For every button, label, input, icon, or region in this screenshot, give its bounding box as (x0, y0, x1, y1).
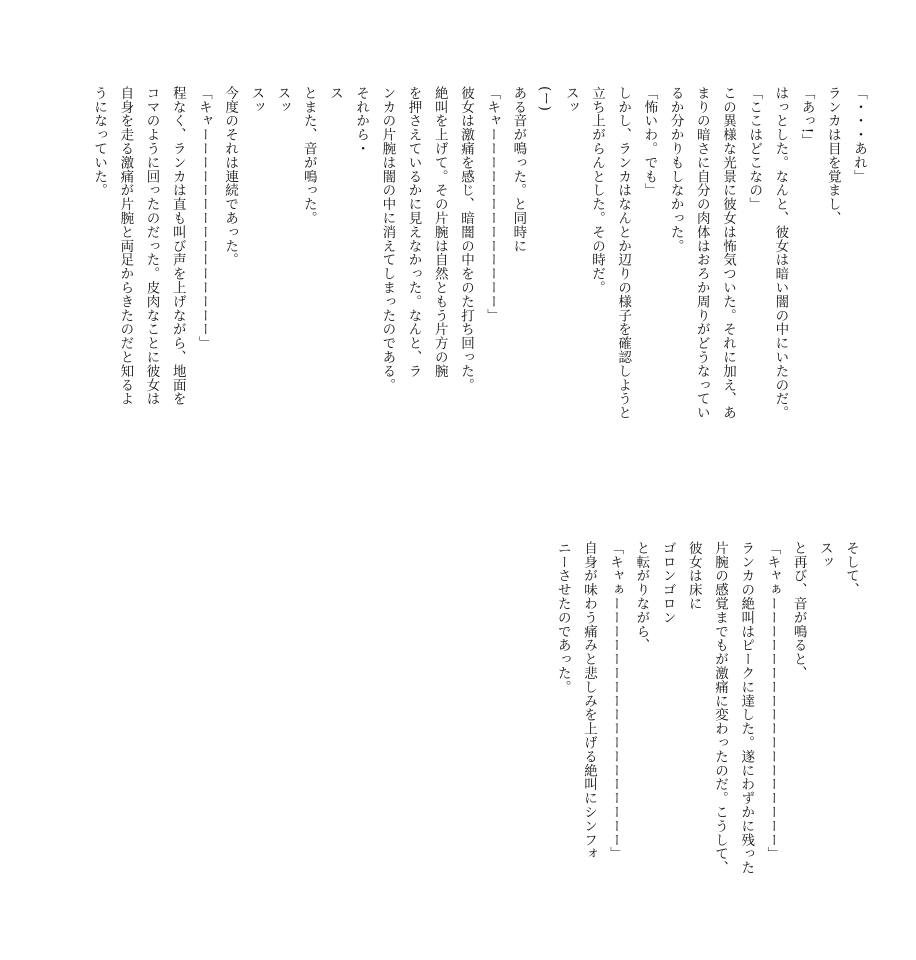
text-line: スッ (816, 541, 833, 569)
text-line: スッ (248, 86, 265, 114)
text-line: (ー) (536, 86, 553, 112)
text-line: を押さえているかに見えなかった。なんと、ラ (405, 86, 422, 378)
text-line: 「キャーーーーーーーーーーーーーーー」 (195, 86, 212, 351)
text-line: 彼女は激痛を感じ、暗闇の中をのた打ち回った。 (457, 86, 474, 392)
text-line: 「キャぁーーーーーーーーーーーーーーーーーー」 (607, 541, 624, 861)
text-line: 「・・・あれ」 (851, 86, 867, 184)
text-line: 「キャーーーーーーーーーーーーー」 (484, 86, 501, 323)
text-line: 絶叫を上げて。その片腕は自然ともう片方の腕 (431, 86, 448, 378)
text-line: 自身を走る激痛が片腕と両足からきたのだと知るよ (117, 86, 134, 406)
text-line: ゴロンゴロン (659, 541, 676, 625)
text-line: 立ち上がらんとした。その時だ。 (588, 86, 605, 295)
text-line: スッ (562, 86, 579, 114)
text-line: と再び、音が鳴ると、 (790, 541, 807, 680)
text-line: この異様な光景に彼女は怖気ついた。それに加え、あ (719, 86, 736, 420)
text-line: るか分かりもしなかった。 (667, 86, 684, 253)
text-line: スッ (274, 86, 291, 114)
text-line: それから・ (353, 86, 370, 156)
text-line: ランカの絶叫はピークに達した。遂にわずかに残った (738, 541, 755, 875)
text-line: 今度のそれは連続であった。 (222, 86, 239, 267)
text-line: ニーさせたのであった。 (554, 541, 571, 694)
text-line: 「キャぁーーーーーーーーーーーーーーーーーー」 (764, 541, 781, 861)
text-line: そして、 (843, 541, 859, 597)
text-line: ある音が鳴った。と同時に (510, 86, 527, 253)
text-line: ンカの片腕は闇の中に消えてしまったのである。 (379, 86, 396, 392)
text-line: 自身が味わう痛みと悲しみを上げる絶叫にシンフォ (580, 541, 597, 861)
text-line: 程なく、ランカは直も叫び声を上げながら、地面を (169, 86, 186, 406)
text-line: ス (326, 86, 343, 100)
text-line: 「あっ!」 (798, 86, 815, 148)
text-line: はっとした。なんと、彼女は暗い闇の中にいたのだ。 (772, 86, 789, 420)
text-block-lower (550, 541, 864, 901)
text-line: コマのように回ったのだった。皮肉なことに彼女は (143, 86, 160, 406)
text-line: うになっていた。 (91, 86, 108, 198)
text-line: 「怖いわ。でも」 (641, 86, 658, 198)
text-line: まりの暗さに自分の肉体はおろか周りがどうなってい (693, 86, 710, 420)
text-line: ランカは目を覚まし、 (824, 86, 841, 225)
text-line: 片腕の感覚までもが激痛に変わったのだ。こうして、 (711, 541, 728, 875)
text-block-upper (86, 86, 872, 466)
text-line: 彼女は床に (685, 541, 702, 611)
text-line: と転がりながら、 (633, 541, 650, 653)
text-line: しかし、ランカはなんとか辺りの様子を確認しようと (615, 86, 632, 420)
text-line: とまた、音が鳴った。 (300, 86, 317, 225)
text-line: 「ここはどこなの」 (746, 86, 763, 212)
